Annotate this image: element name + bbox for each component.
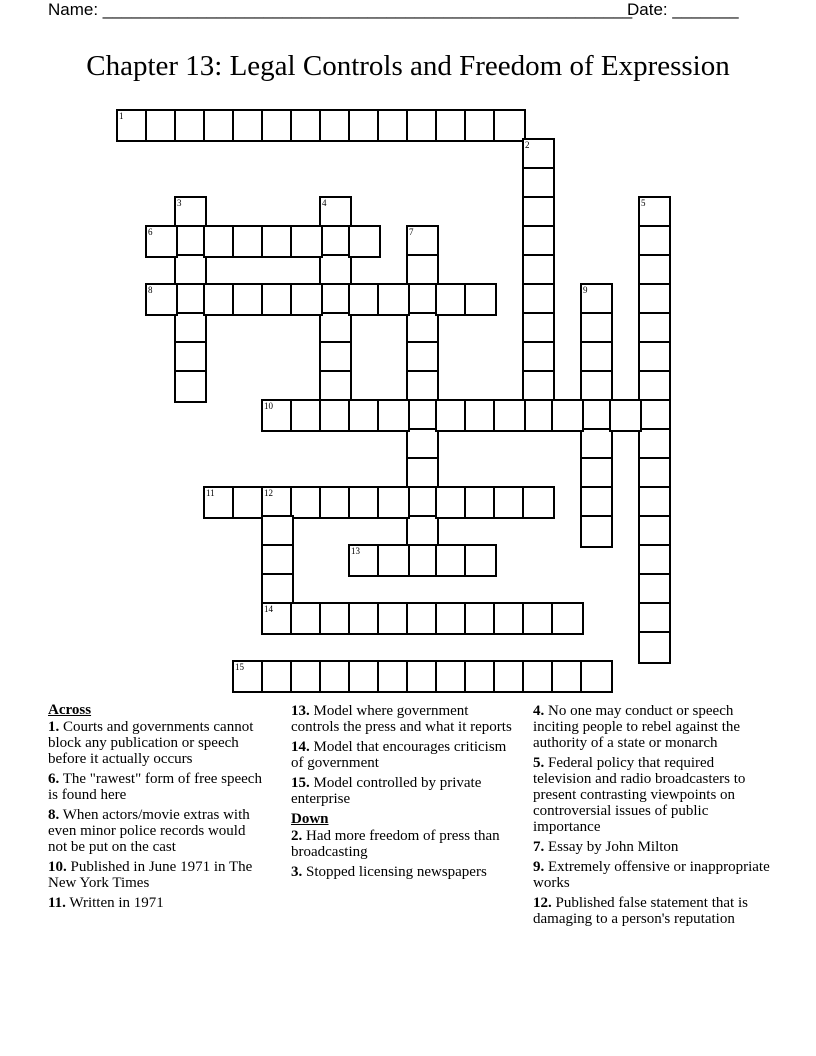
- down-clue: [533, 839, 773, 855]
- clue-number: 15: [235, 662, 244, 672]
- clue-number: 8.: [48, 807, 60, 823]
- clue-number: 11.: [48, 895, 66, 911]
- grid-cell[interactable]: [290, 225, 323, 258]
- clue-text: When actors/movie extras with even minor police records would not be put on the cast: [48, 807, 250, 855]
- down-clue: [533, 895, 773, 927]
- clue-text: Model where government controls the press and what it reports: [291, 703, 512, 735]
- clue-number: 8: [148, 285, 153, 295]
- down-clue: [291, 864, 516, 880]
- clue-number: 10: [264, 401, 273, 411]
- across-clue: [291, 703, 516, 735]
- name-field[interactable]: Name: ________________________________________________________: [48, 0, 633, 19]
- grid-cell[interactable]: [551, 602, 584, 635]
- clue-number: 14: [264, 604, 273, 614]
- clue-text: Written in 1971: [69, 895, 164, 911]
- clue-number: 13: [351, 546, 360, 556]
- clue-number: 7.: [533, 839, 545, 855]
- clue-number: 3.: [291, 864, 303, 880]
- down-clue: [291, 828, 516, 860]
- clue-text: Model controlled by private enterprise: [291, 775, 482, 807]
- down-clue: [533, 859, 773, 891]
- grid-cell[interactable]: [493, 399, 526, 432]
- clue-number: 9: [583, 285, 588, 295]
- grid-cell[interactable]: [551, 399, 584, 432]
- clue-number: 14.: [291, 739, 310, 755]
- clue-text: Published false statement that is damaging to a person's reputation: [533, 895, 748, 927]
- across-clue: [48, 859, 268, 891]
- clue-number: 5: [641, 198, 646, 208]
- grid-cell[interactable]: [638, 631, 671, 664]
- clue-number: 13.: [291, 703, 310, 719]
- grid-cell[interactable]: [580, 660, 613, 693]
- clue-number: 1.: [48, 719, 60, 735]
- clue-number: 12: [264, 488, 273, 498]
- across-clue: [291, 775, 516, 807]
- clue-number: 11: [206, 488, 215, 498]
- down-clue: [533, 703, 773, 751]
- clue-number: 15.: [291, 775, 310, 791]
- clue-number: 4: [322, 198, 327, 208]
- clue-text: Federal policy that required television and radio broadcasters to present contrasting viewpoints on controversial issues of public importance: [533, 755, 746, 835]
- clues-column-2: [291, 703, 516, 884]
- down-heading: Down: [291, 811, 329, 827]
- grid-cell[interactable]: [290, 283, 323, 316]
- across-clue: [48, 807, 268, 855]
- grid-cell[interactable]: [377, 544, 410, 577]
- grid-cell[interactable]: [377, 486, 410, 519]
- page-title: Chapter 13: Legal Controls and Freedom of Expression: [86, 50, 730, 82]
- clue-text: The "rawest" form of free speech is found here: [48, 771, 262, 803]
- clue-text: Courts and governments cannot block any publication or speech before it actually occurs: [48, 719, 254, 767]
- clue-number: 7: [409, 227, 414, 237]
- date-field[interactable]: Date: _______: [627, 0, 739, 19]
- grid-cell[interactable]: [522, 486, 555, 519]
- clue-number: 4.: [533, 703, 545, 719]
- across-clue: [48, 719, 268, 767]
- clue-text: Essay by John Milton: [548, 839, 679, 855]
- clue-number: 5.: [533, 755, 545, 771]
- grid-cell[interactable]: [174, 370, 207, 403]
- grid-cell[interactable]: [145, 283, 178, 316]
- clue-number: 6.: [48, 771, 60, 787]
- clue-number: 2: [525, 140, 530, 150]
- clue-text: Had more freedom of press than broadcasting: [291, 828, 500, 860]
- across-heading: Across: [48, 702, 92, 718]
- grid-cell[interactable]: [609, 399, 642, 432]
- clue-number: 9.: [533, 859, 545, 875]
- clues-column-3: [533, 703, 773, 931]
- clue-number: 1: [119, 111, 124, 121]
- grid-cell[interactable]: [580, 515, 613, 548]
- clue-number: 2.: [291, 828, 303, 844]
- clue-number: 3: [177, 198, 182, 208]
- clue-number: 6: [148, 227, 153, 237]
- clues-column-1: [48, 702, 268, 915]
- grid-cell[interactable]: [464, 544, 497, 577]
- grid-cell[interactable]: [377, 399, 410, 432]
- down-clue: [533, 755, 773, 835]
- grid-cell[interactable]: [464, 283, 497, 316]
- clue-text: Published in June 1971 in The New York Times: [48, 859, 253, 891]
- across-clue: [48, 771, 268, 803]
- clue-text: Stopped licensing newspapers: [306, 864, 487, 880]
- grid-cell[interactable]: [145, 225, 178, 258]
- clue-text: Model that encourages criticism of government: [291, 739, 507, 771]
- clue-text: Extremely offensive or inappropriate works: [533, 859, 770, 891]
- grid-cell[interactable]: [377, 283, 410, 316]
- across-clue: [291, 739, 516, 771]
- clue-text: No one may conduct or speech inciting people to rebel against the authority of a state or monarch: [533, 703, 741, 751]
- grid-cell[interactable]: [348, 225, 381, 258]
- clue-number: 12.: [533, 895, 552, 911]
- across-clue: [48, 895, 268, 911]
- clue-number: 10.: [48, 859, 67, 875]
